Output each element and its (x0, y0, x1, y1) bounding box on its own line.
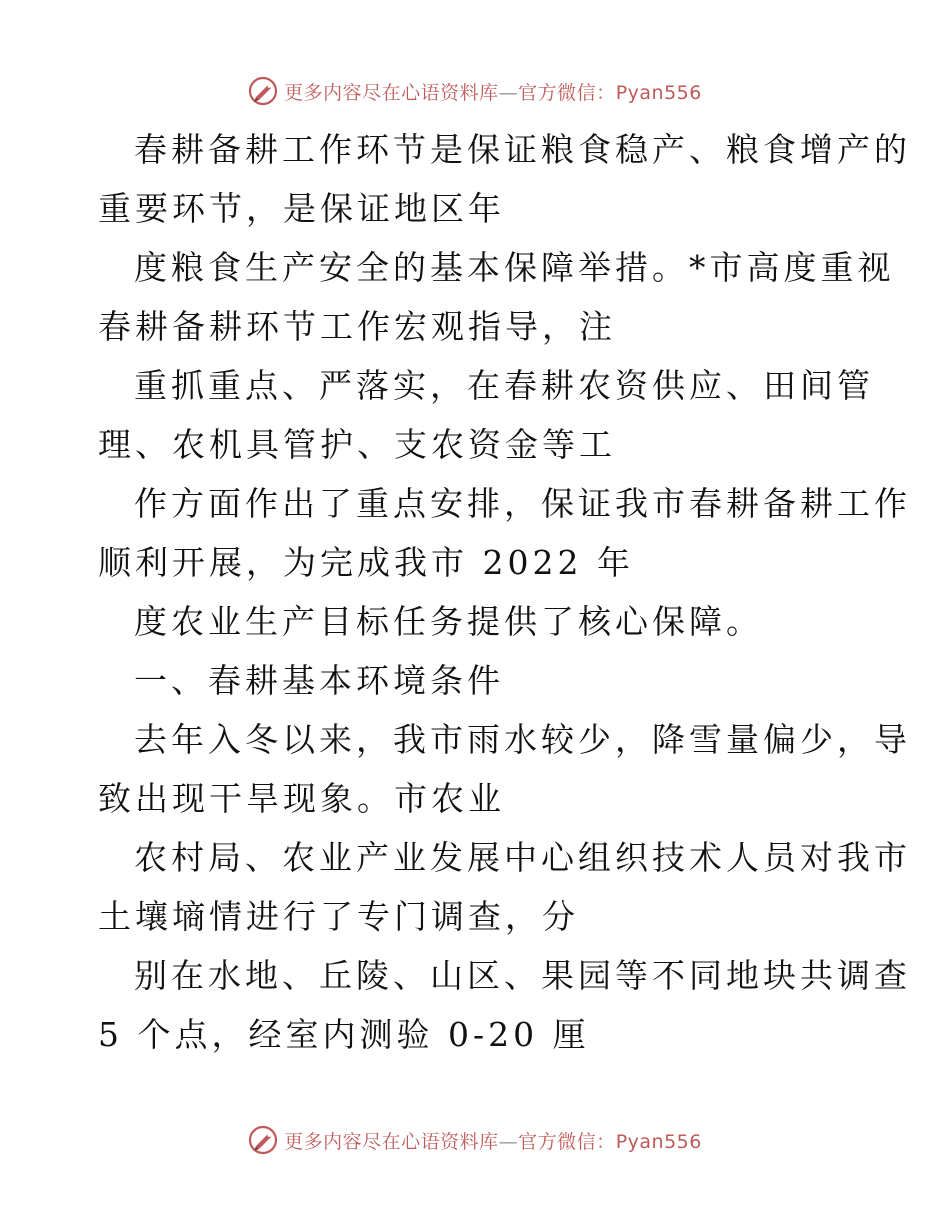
banner-text (284, 78, 702, 105)
banner-site-name: 更多内容尽在心语资料库 (284, 81, 499, 104)
paragraph-line: 致出现干旱现象。市农业 (98, 779, 505, 818)
header-banner (0, 74, 950, 108)
footer-banner (0, 1123, 950, 1157)
paragraph-line: 理、农机具管护、支农资金等工 (98, 425, 616, 464)
paragraph-line: 春耕备耕环节工作宏观指导，注 (98, 307, 616, 346)
paragraph-line: 度粮食生产安全的基本保障举措。*市高度重视 (134, 248, 895, 287)
banner-site-name: 更多内容尽在心语资料库 (284, 1130, 499, 1153)
banner-wechat-id: Pyan556 (615, 1130, 702, 1153)
banner-separator: — (498, 81, 519, 104)
paragraph-line: 去年入冬以来，我市雨水较少，降雪量偏少，导 (134, 720, 911, 759)
banner-text (284, 1127, 702, 1154)
paragraph-line: 5 个点，经室内测验 0-20 厘 (98, 1015, 590, 1054)
paragraph-line: 顺利开展，为完成我市 2022 年 (98, 543, 634, 582)
paragraph-line: 别在水地、丘陵、山区、果园等不同地块共调查 (134, 956, 911, 995)
paragraph-line: 重要环节，是保证地区年 (98, 189, 505, 228)
document-body (98, 120, 911, 1064)
paragraph-line: 作方面作出了重点安排，保证我市春耕备耕工作 (134, 484, 911, 523)
paragraph-line: 度农业生产目标任务提供了核心保障。 (134, 602, 763, 641)
banner-wechat-label: 官方微信： (518, 1130, 616, 1153)
paragraph-line: 重抓重点、严落实，在春耕农资供应、田间管 (134, 366, 874, 405)
logo-icon (248, 76, 278, 106)
paragraph-line: 农村局、农业产业发展中心组织技术人员对我市 (134, 838, 911, 877)
paragraph-line: 土壤墒情进行了专门调查，分 (98, 897, 579, 936)
logo-icon (248, 1125, 278, 1155)
section-heading: 一、春耕基本环境条件 (134, 661, 504, 700)
paragraph-line: 春耕备耕工作环节是保证粮食稳产、粮食增产的 (134, 130, 911, 169)
banner-separator: — (498, 1130, 519, 1153)
banner-wechat-label: 官方微信： (518, 81, 616, 104)
banner-wechat-id: Pyan556 (615, 81, 702, 104)
